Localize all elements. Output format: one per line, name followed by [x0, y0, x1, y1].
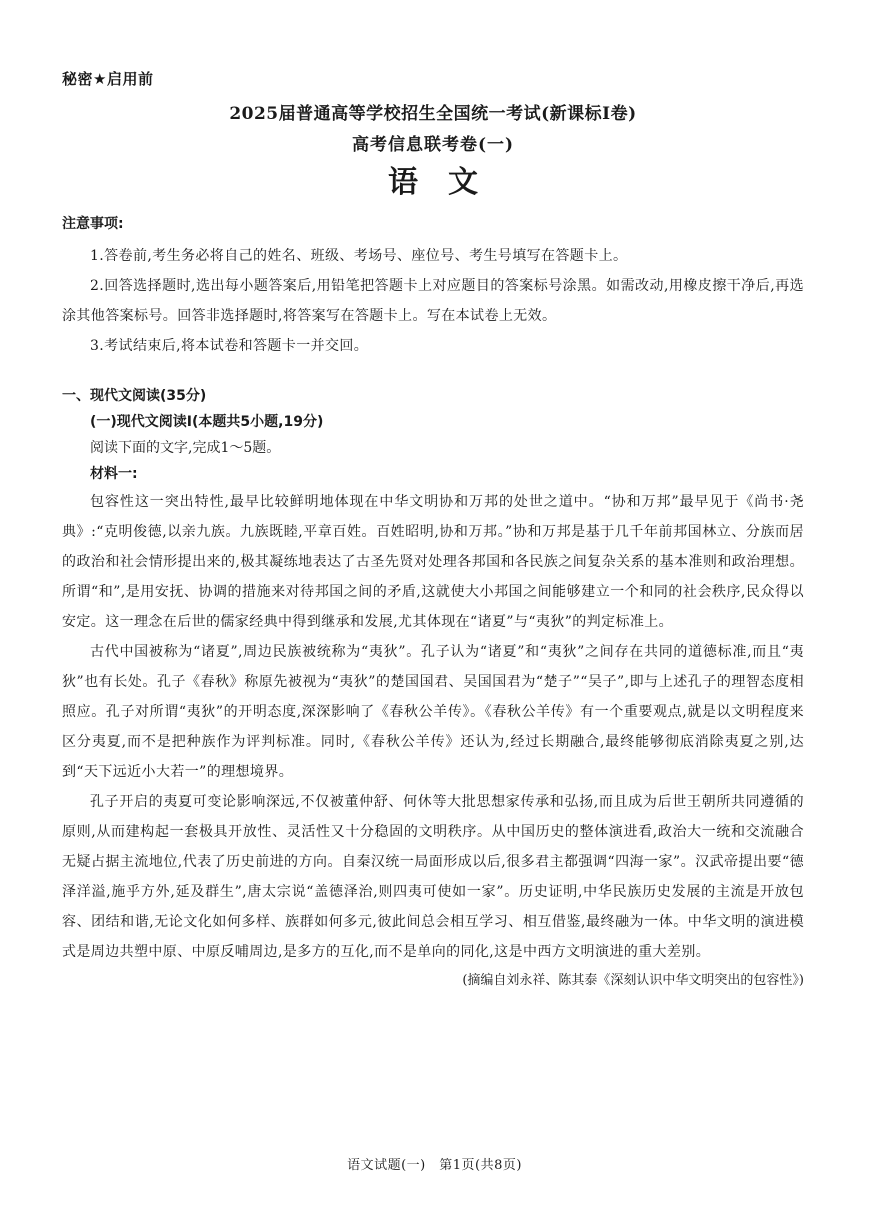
notice-item-1: 1.答卷前,考生务必将自己的姓名、班级、考场号、座位号、考生号填写在答题卡上。 — [90, 248, 628, 264]
spacer — [62, 361, 804, 383]
exam-title: 2025届普通高等学校招生全国统一考试(新课标Ⅰ卷) — [229, 104, 637, 124]
notice-item-2: 2.回答选择题时,选出每小题答案后,用铅笔把答题卡上对应题目的答案标号涂黑。如需改动,用橡皮擦干净后,再选涂其他答案标号。回答非选择题时,将答案写在答题卡上。写在本试卷上无效。 — [62, 278, 804, 324]
subsection-heading: (一)现代文阅读Ⅰ(本题共5小题,19分) — [90, 414, 324, 430]
reading-instruction: 阅读下面的文字,完成1～5题。 — [90, 440, 281, 456]
notice-item-3: 3.考试结束后,将本试卷和答题卡一并交回。 — [90, 338, 369, 354]
subject-title: 语文 — [388, 165, 508, 200]
passage-paragraph-1: 包容性这一突出特性,最早比较鲜明地体现在中华文明协和万邦的处世之道中。“协和万邦”最早见于《尚书·尧典》:“克明俊德,以亲九族。九族既睦,平章百姓。百姓昭明,协和万邦。”协和万邦是基于几千年前邦国林立、分族而居的政治和社会情形提出来的,极其凝练地表达了古圣先贤对处理各邦国和各民族之间复杂关系的基本准则和政治理想。所谓“和”,是用安抚、协调的措施来对待邦国之间的矛盾,这就使大小邦国之间能够建立一个和同的社会秩序,民众得以安定。这一理念在后世的儒家经典中得到继承和发展,尤其体现在“诸夏”与“夷狄”的判定标准上。 — [62, 494, 804, 630]
confidential-mark: 秘密★启用前 — [62, 70, 154, 88]
exam-subtitle: 高考信息联考卷(一) — [351, 135, 515, 155]
exam-page — [62, 68, 804, 995]
passage-paragraph-3: 孔子开启的夷夏可变论影响深远,不仅被董仲舒、何休等大批思想家传承和弘扬,而且成为后世王朝所共同遵循的原则,从而建构起一套极具开放性、灵活性又十分稳固的文明秩序。从中国历史的整体演进看,政治大一统和交流融合无疑占据主流地位,代表了历史前进的方向。自秦汉统一局面形成以后,很多君主都强调“四海一家”。汉武帝提出要“德泽洋溢,施乎方外,延及群生”,唐太宗说“盖德泽治,则四夷可使如一家”。历史证明,中华民族历史发展的主流是开放包容、团结和谐,无论文化如何多样、族群如何多元,彼此间总会相互学习、相互借鉴,最终融为一体。中华文明的演进模式是周边共塑中原、中原反哺周边,是多方的互化,而不是单向的同化,这是中西方文明演进的重大差别。 — [62, 794, 804, 960]
material-label: 材料一: — [90, 466, 138, 482]
passage-source: (摘编自刘永祥、陈其泰《深刻认识中华文明突出的包容性》) — [462, 973, 804, 988]
passage-paragraph-2: 古代中国被称为“诸夏”,周边民族被统称为“夷狄”。孔子认为“诸夏”和“夷狄”之间存在共同的道德标准,而且“夷狄”也有长处。孔子《春秋》称原先被视为“夷狄”的楚国国君、吴国国君为“楚子”“吴子”,即与上述孔子的理智态度相照应。孔子对所谓“夷狄”的开明态度,深深影响了《春秋公羊传》。《春秋公羊传》有一个重要观点,就是以文明程度来区分夷夏,而不是把种族作为评判标准。同时,《春秋公羊传》还认为,经过长期融合,最终能够彻底消除夷夏之别,达到“天下远近小大若一”的理想境界。 — [62, 644, 804, 780]
page-footer: 语文试题(一) 第1页(共8页) — [347, 1158, 522, 1173]
section-heading: 一、现代文阅读(35分) — [62, 388, 207, 404]
notice-heading: 注意事项: — [62, 216, 124, 232]
